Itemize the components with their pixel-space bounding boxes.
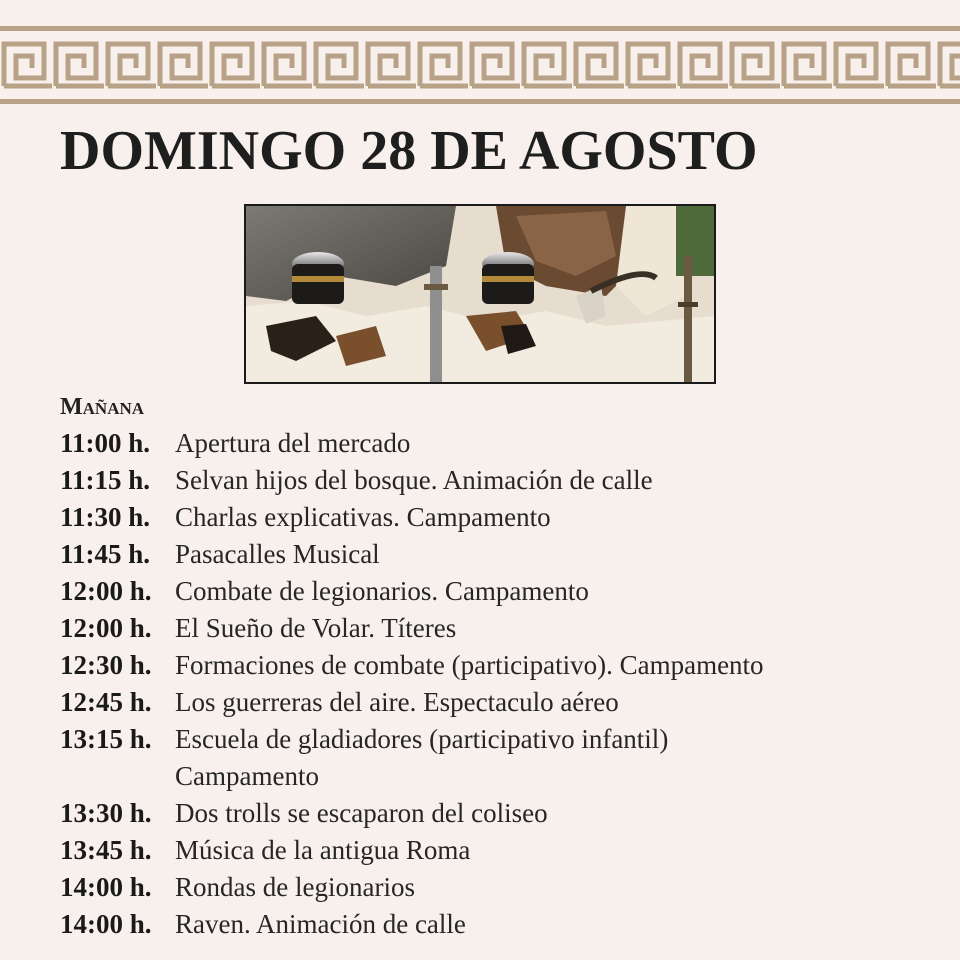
schedule-row xyxy=(60,536,940,573)
event-description: Dos trolls se escaparon del coliseo xyxy=(175,798,548,828)
event-description: Escuela de gladiadores (participativo infantil) Campamento xyxy=(175,724,669,791)
greek-key-border xyxy=(0,26,960,104)
event-description: Música de la antigua Roma xyxy=(175,835,471,865)
roman-helmets-photo xyxy=(244,204,716,384)
event-time: 11:15 h. xyxy=(60,465,151,495)
event-description: Raven. Animación de calle xyxy=(175,909,466,939)
schedule-row xyxy=(60,721,940,795)
schedule-row xyxy=(60,906,940,943)
schedule-row xyxy=(60,425,940,462)
section-heading-morning: Mañana xyxy=(60,394,145,420)
page-title: DOMINGO 28 DE AGOSTO xyxy=(60,120,758,182)
event-time: 11:00 h. xyxy=(60,428,151,458)
schedule-row xyxy=(60,869,940,906)
schedule-row xyxy=(60,795,940,832)
schedule-list xyxy=(60,425,940,943)
event-time: 11:30 h. xyxy=(60,502,151,532)
event-description: Charlas explicativas. Campamento xyxy=(175,502,551,532)
event-time: 13:15 h. xyxy=(60,724,152,754)
event-time: 14:00 h. xyxy=(60,872,152,902)
schedule-row xyxy=(60,647,940,684)
event-description: El Sueño de Volar. Títeres xyxy=(175,613,457,643)
event-description: Combate de legionarios. Campamento xyxy=(175,576,589,606)
event-time: 13:30 h. xyxy=(60,798,152,828)
event-description: Pasacalles Musical xyxy=(175,539,380,569)
schedule-row xyxy=(60,684,940,721)
event-description: Rondas de legionarios xyxy=(175,872,415,902)
schedule-row xyxy=(60,462,940,499)
schedule-row xyxy=(60,499,940,536)
event-description: Los guerreras del aire. Espectaculo aéreo xyxy=(175,687,619,717)
schedule-row xyxy=(60,832,940,869)
event-description: Formaciones de combate (participativo). Campamento xyxy=(175,650,764,680)
event-description: Apertura del mercado xyxy=(175,428,411,458)
schedule-row xyxy=(60,573,940,610)
event-time: 12:00 h. xyxy=(60,576,152,606)
event-time: 14:00 h. xyxy=(60,909,152,939)
event-time: 12:30 h. xyxy=(60,650,152,680)
event-time: 11:45 h. xyxy=(60,539,151,569)
event-time: 13:45 h. xyxy=(60,835,152,865)
event-time: 12:00 h. xyxy=(60,613,152,643)
event-time: 12:45 h. xyxy=(60,687,152,717)
event-description: Selvan hijos del bosque. Animación de calle xyxy=(175,465,653,495)
schedule-row xyxy=(60,610,940,647)
